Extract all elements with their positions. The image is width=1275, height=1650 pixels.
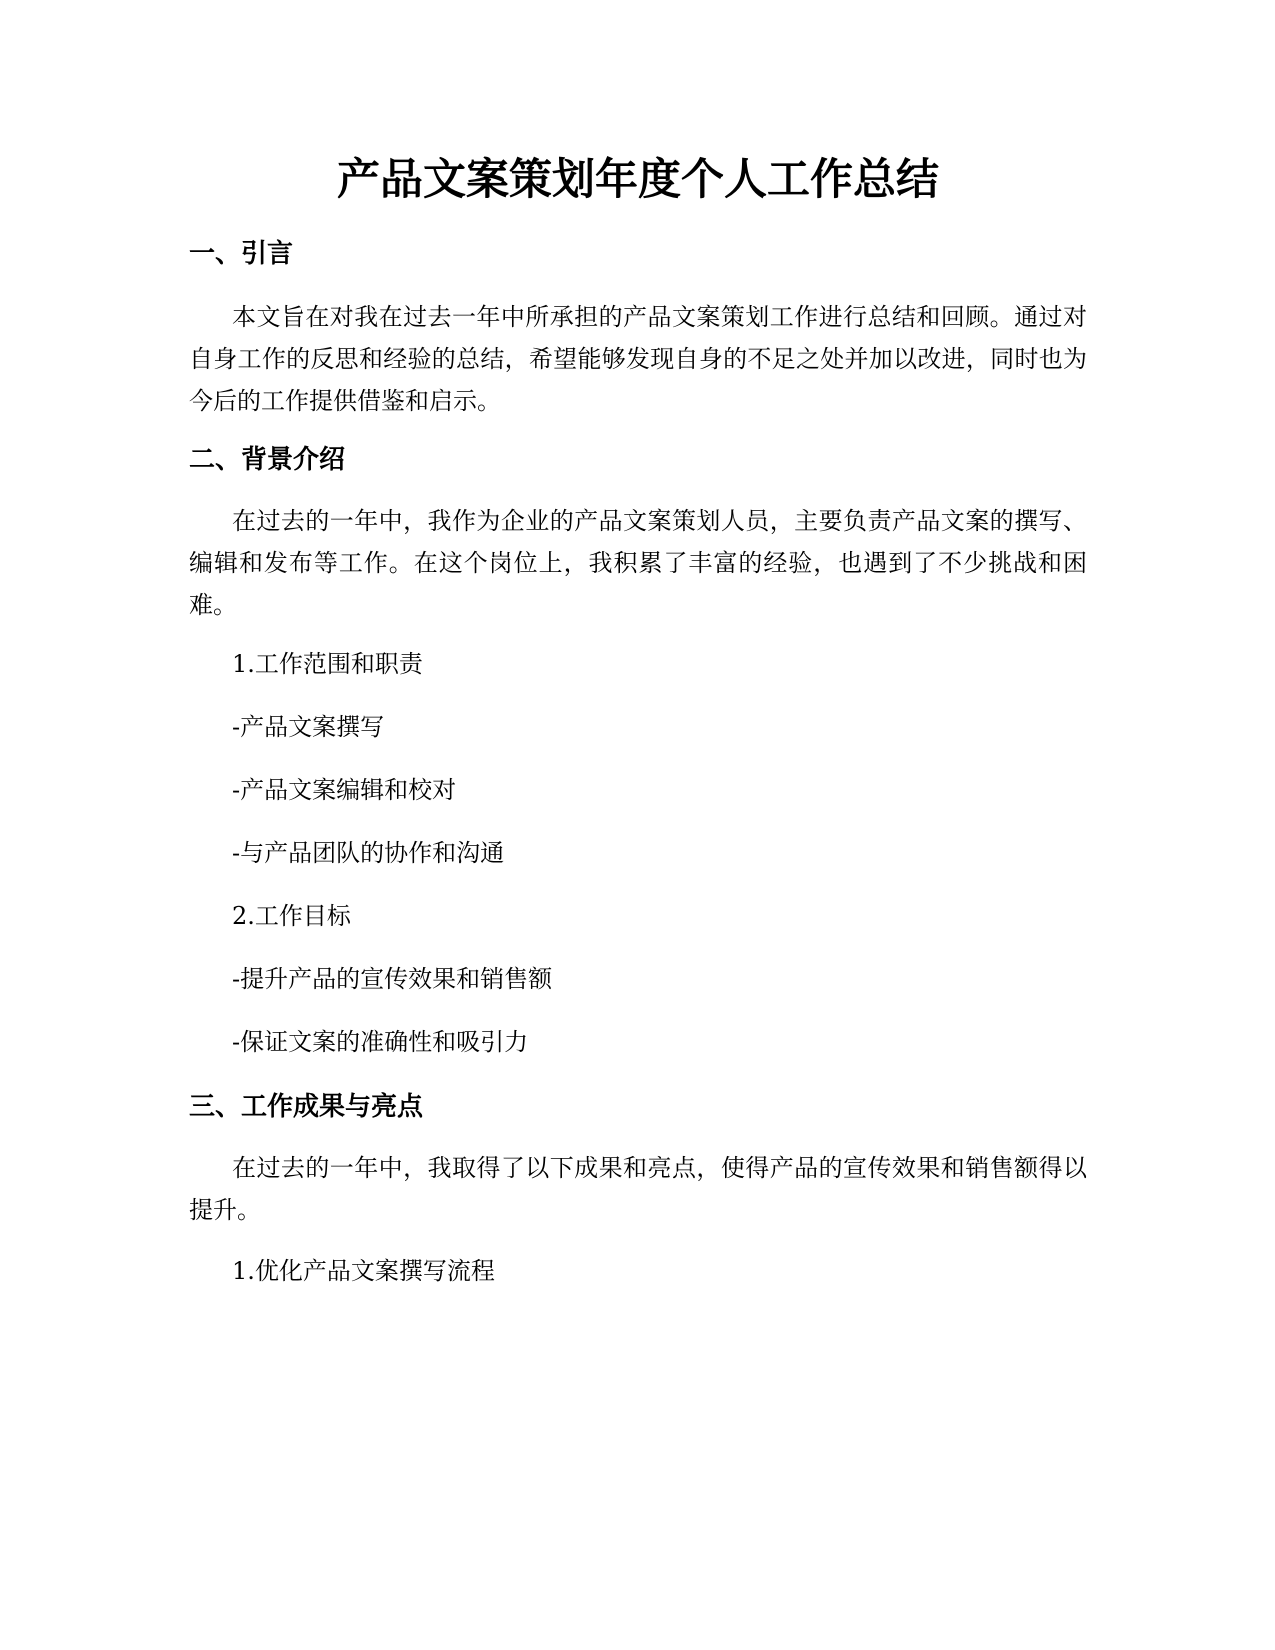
- section-heading-introduction: 一、引言: [189, 239, 294, 269]
- list-item: 1.优化产品文案撰写流程: [232, 1257, 495, 1285]
- section-paragraph-introduction: 本文旨在对我在过去一年中所承担的产品文案策划工作进行总结和回顾。通过对自身工作的反思和经验的总结，希望能够发现自身的不足之处并加以改进，同时也为今后的工作提供借鉴和启示。: [189, 303, 1087, 415]
- document-title: 产品文案策划年度个人工作总结: [337, 155, 939, 205]
- section-paragraph-achievements: 在过去的一年中，我取得了以下成果和亮点，使得产品的宣传效果和销售额得以提升。: [189, 1154, 1087, 1224]
- list-item: -产品文案编辑和校对: [232, 776, 457, 804]
- list-item: -产品文案撰写: [232, 713, 385, 741]
- list-item: -提升产品的宣传效果和销售额: [232, 965, 553, 993]
- section-heading-achievements: 三、工作成果与亮点: [189, 1092, 424, 1122]
- list-item: -保证文案的准确性和吸引力: [232, 1028, 529, 1056]
- list-item: 2.工作目标: [232, 902, 351, 930]
- list-item: 1.工作范围和职责: [232, 650, 423, 678]
- section-heading-background: 二、背景介绍: [189, 445, 346, 475]
- list-item: -与产品团队的协作和沟通: [232, 839, 505, 867]
- section-paragraph-background: 在过去的一年中，我作为企业的产品文案策划人员，主要负责产品文案的撰写、编辑和发布等工作。在这个岗位上，我积累了丰富的经验，也遇到了不少挑战和困难。: [189, 507, 1087, 619]
